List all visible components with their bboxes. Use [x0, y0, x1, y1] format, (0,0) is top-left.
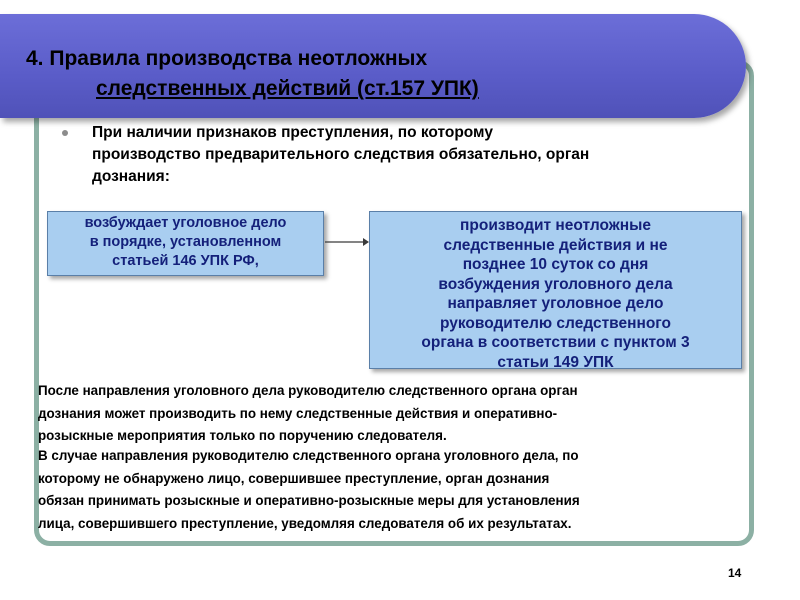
- intro-bullet-text: При наличии признаков преступления, по которому производство предварительного следствия обязательно, орган дознания:: [92, 124, 590, 185]
- urgent-actions-box: производит неотложные следственные действия и не позднее 10 суток со дня возбуждения уголовного дела направляет уголовное дело руководителю следственного органа в соответствии с пунктом 3 статьи 149 УПК: [369, 211, 742, 369]
- title-banner: [0, 14, 746, 118]
- paragraph-after-referral: После направления уголовного дела руководителю следственного органа орган дознания может производить по нему следственные действия и оперативно- розыскные мероприятия только по поручению следователя.: [38, 383, 578, 443]
- arrow-right-icon: [325, 236, 369, 248]
- bullet-dot-icon: [62, 130, 68, 136]
- page-title-line-1: 4. Правила производства неотложных: [26, 47, 428, 70]
- page-number: 14: [728, 566, 742, 580]
- initiate-case-box: возбуждает уголовное дело в порядке, установленном статьей 146 УПК РФ,: [47, 211, 324, 276]
- paragraph-suspect-not-found: В случае направления руководителю следственного органа уголовного дела, по которому не обнаружено лицо, совершившее преступление, орган дознания обязан принимать розыскные и оперативно-розыскные меры для установления лица, совершившего преступление, уведомляя следователя об их результатах.: [38, 448, 580, 531]
- page-title-line-2: следственных действий (ст.157 УПК): [96, 77, 479, 100]
